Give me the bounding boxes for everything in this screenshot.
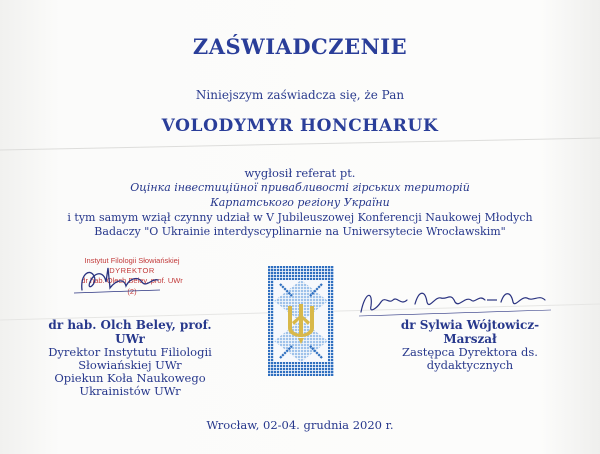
intro-text: Niniejszym zaświadcza się, że Pan [195, 88, 405, 102]
left-signatory-role-3: Opiekun Koła Naukowego [54, 371, 206, 385]
left-signatory-role-4: Ukrainistów UWr [79, 384, 181, 398]
left-signatory [40, 318, 220, 398]
place-and-date: Wrocław, 02-04. grudnia 2020 r. [206, 418, 394, 432]
stamp-line-1: Instytut Filologii Słowiańskiej [84, 256, 180, 265]
ukrainian-embroidery-ornament [268, 266, 334, 376]
certificate-title: ZAŚWIADCZENIE [192, 34, 408, 59]
left-signature [60, 260, 170, 300]
right-signatory-role-2: dydaktycznych [426, 358, 514, 372]
stamp-line-2: DYREKTOR [109, 266, 155, 275]
right-signatory [370, 318, 570, 372]
body-line-4: i tym samym wziął czynny udział w V Jubileuszowej Konferencji Naukowej Młodych [67, 211, 533, 224]
body-line-1: wygłosił referat pt. [244, 166, 356, 180]
left-signatory-role-1: Dyrektor Instytutu Filiologii [48, 345, 212, 359]
stamp-line-3: dr hab. Olech Beley, prof. UWr [81, 276, 183, 285]
left-signatory-name-2: UWr [115, 332, 145, 346]
stamp-line-4: (2) [127, 287, 137, 296]
paper-title-line-1: Оцінка інвестиційної привабливості гірських територій [130, 181, 470, 194]
right-signatory-role-1: Zastępca Dyrektora ds. [402, 345, 538, 359]
right-signatory-name-2: Marszał [443, 332, 497, 346]
body-line-5: Badaczy "O Ukrainie interdyscyplinarnie na Uniwersytecie Wrocławskim" [94, 225, 506, 238]
left-signatory-role-2: Słowiańskiej UWr [78, 358, 182, 372]
recipient-name: VOLODYMYR HONCHARUK [161, 116, 439, 136]
left-signatory-name-1: dr hab. Olch Beley, prof. [48, 318, 212, 332]
right-signature [355, 282, 555, 322]
right-signatory-name-1: dr Sylwia Wójtowicz- [400, 318, 540, 332]
paper-title-line-2: Карпатського регіону України [210, 196, 390, 209]
